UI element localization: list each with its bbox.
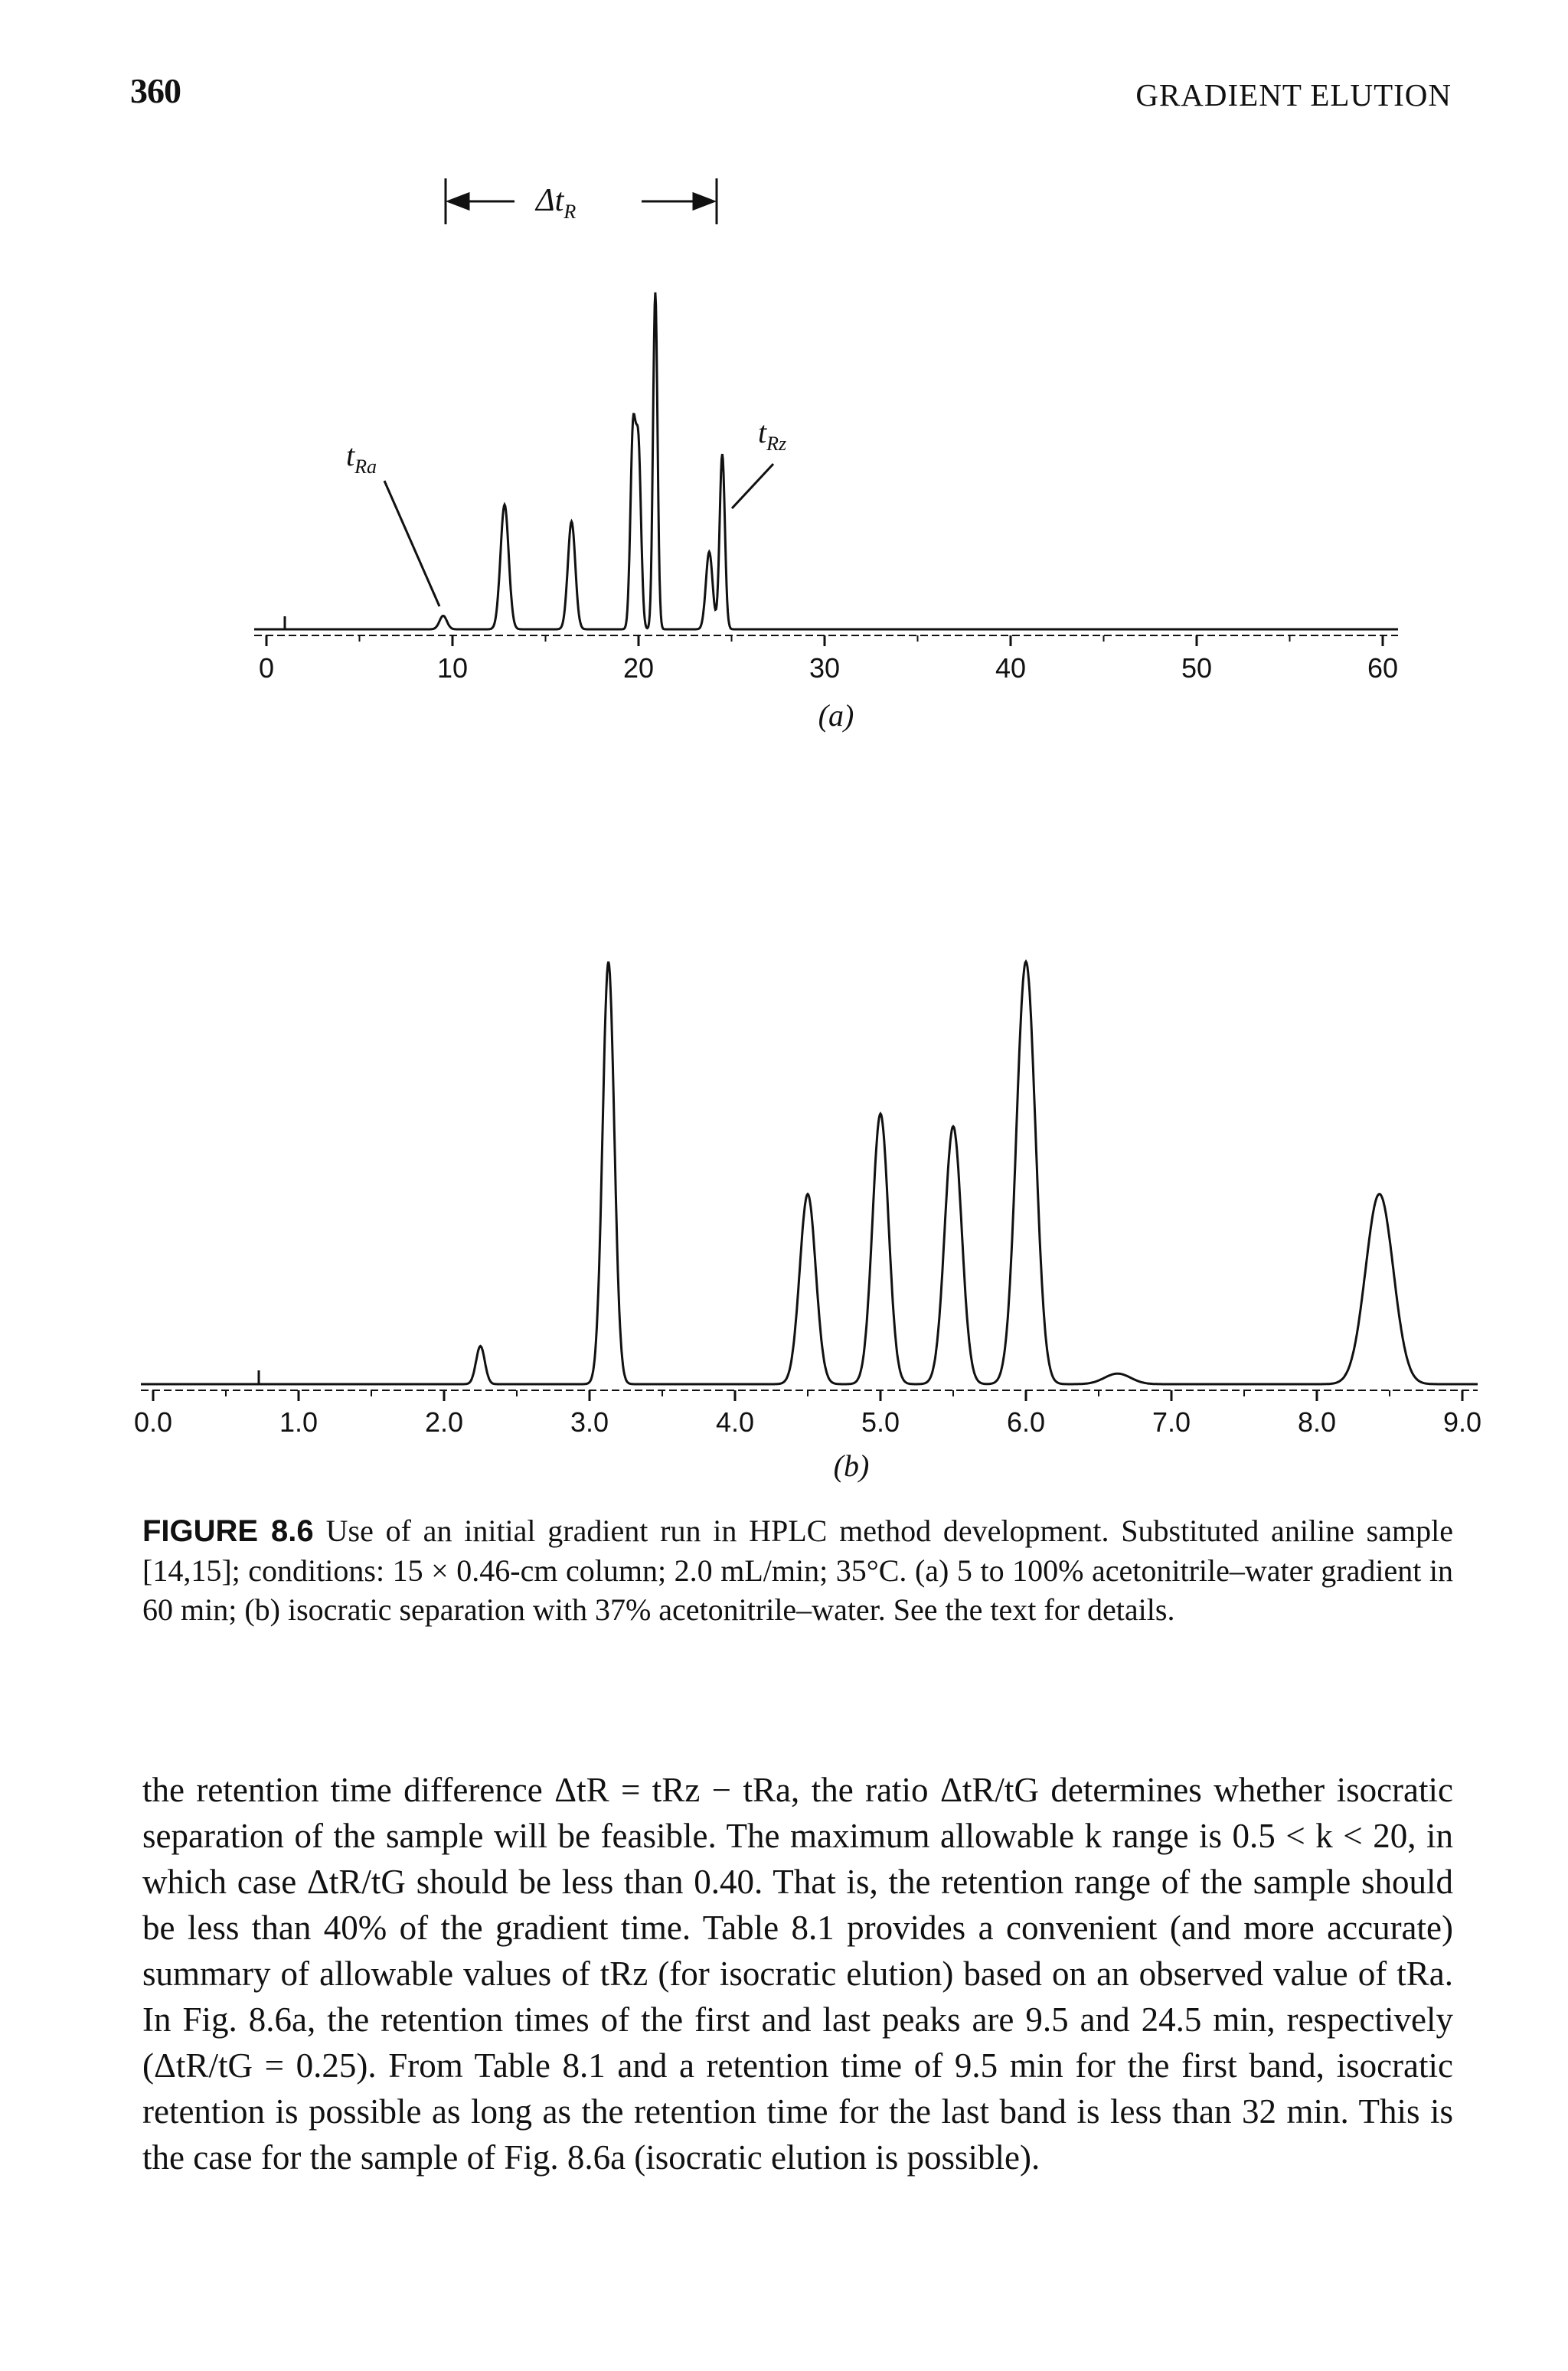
x-tick-label-b-6: 6.0 (1006, 1406, 1046, 1438)
body-paragraph: the retention time difference ΔtR = tRz − tRa, the ratio ΔtR/tG determines whether isocratic separation of the sample will be feasible. The maximum allowable k range is 0.5 < k < 20, in which case ΔtR/tG should be less than 0.40. That is, the retention range of the sample should be less than 40% of the gradient time. Table 8.1 provides a convenient (and more accurate) summary of allowable values of tRz (for isocratic elution) based on an observed value of tRa. In Fig. 8.6a, the retention times of the first and last peaks are 9.5 and 24.5 min, respectively (ΔtR/tG = 0.25). From Table 8.1 and a retention time of 9.5 min for the first band, isocratic retention is possible as long as the retention time for the last band is less than 32 min. This is the case for the sample of Fig. 8.6a (isocratic elution is possible). (142, 1771, 1453, 2177)
x-tick-label-b-7: 7.0 (1152, 1406, 1191, 1438)
chromatogram-panel-b (134, 960, 1481, 1483)
x-tick-label-a-5: 50 (1181, 652, 1213, 684)
x-tick-label-b-2: 2.0 (424, 1406, 464, 1438)
figure-caption (142, 1511, 1453, 1629)
x-tick-label-b-8: 8.0 (1297, 1406, 1337, 1438)
x-tick-label-a-4: 40 (995, 652, 1027, 684)
x-tick-label-b-9: 9.0 (1442, 1406, 1482, 1438)
x-tick-label-a-0: 0 (258, 652, 275, 684)
x-tick-label-b-4: 4.0 (715, 1406, 755, 1438)
x-tick-label-b-0: 0.0 (133, 1406, 173, 1438)
x-axis-b (141, 1390, 1478, 1401)
tra-label: $t_{Ra}$ (346, 438, 377, 478)
panel-b-label: (b) (833, 1448, 870, 1483)
trz-label: $t_{Rz}$ (758, 415, 787, 455)
caption-label: FIGURE 8.6 (142, 1514, 314, 1548)
chromatogram-trace-a (254, 292, 1398, 629)
delta-tr-label: $\Delta t_R$ (536, 183, 577, 223)
page-number: 360 (130, 71, 181, 110)
chromatogram-trace-b (141, 962, 1478, 1384)
running-head: GRADIENT ELUTION (1135, 77, 1452, 113)
x-tick-label-a-6: 60 (1367, 652, 1399, 684)
x-tick-label-b-5: 5.0 (861, 1406, 900, 1438)
trz-pointer (732, 464, 773, 508)
chromatogram-panel-a (254, 291, 1398, 733)
x-tick-labels-a (259, 652, 1398, 684)
x-tick-labels-b (134, 1406, 1481, 1438)
x-tick-label-a-3: 30 (808, 652, 841, 684)
x-tick-label-b-1: 1.0 (279, 1406, 318, 1438)
delta-tr-annotation (446, 178, 717, 224)
tra-pointer (384, 481, 439, 606)
x-tick-label-b-3: 3.0 (570, 1406, 609, 1438)
x-axis-a (254, 635, 1398, 646)
x-tick-label-a-1: 10 (436, 652, 469, 684)
caption-text: Use of an initial gradient run in HPLC method development. Substituted aniline sample [14,15]; conditions: 15 × 0.46-cm column; 2.0 mL/min; 35°C. (a) 5 to 100% acetonitrile–water gradient in 60 min; (b) isocratic separation with 37% acetonitrile–water. See the text for details. (142, 1514, 1453, 1627)
x-tick-label-a-2: 20 (622, 652, 655, 684)
panel-a-label: (a) (818, 698, 854, 733)
